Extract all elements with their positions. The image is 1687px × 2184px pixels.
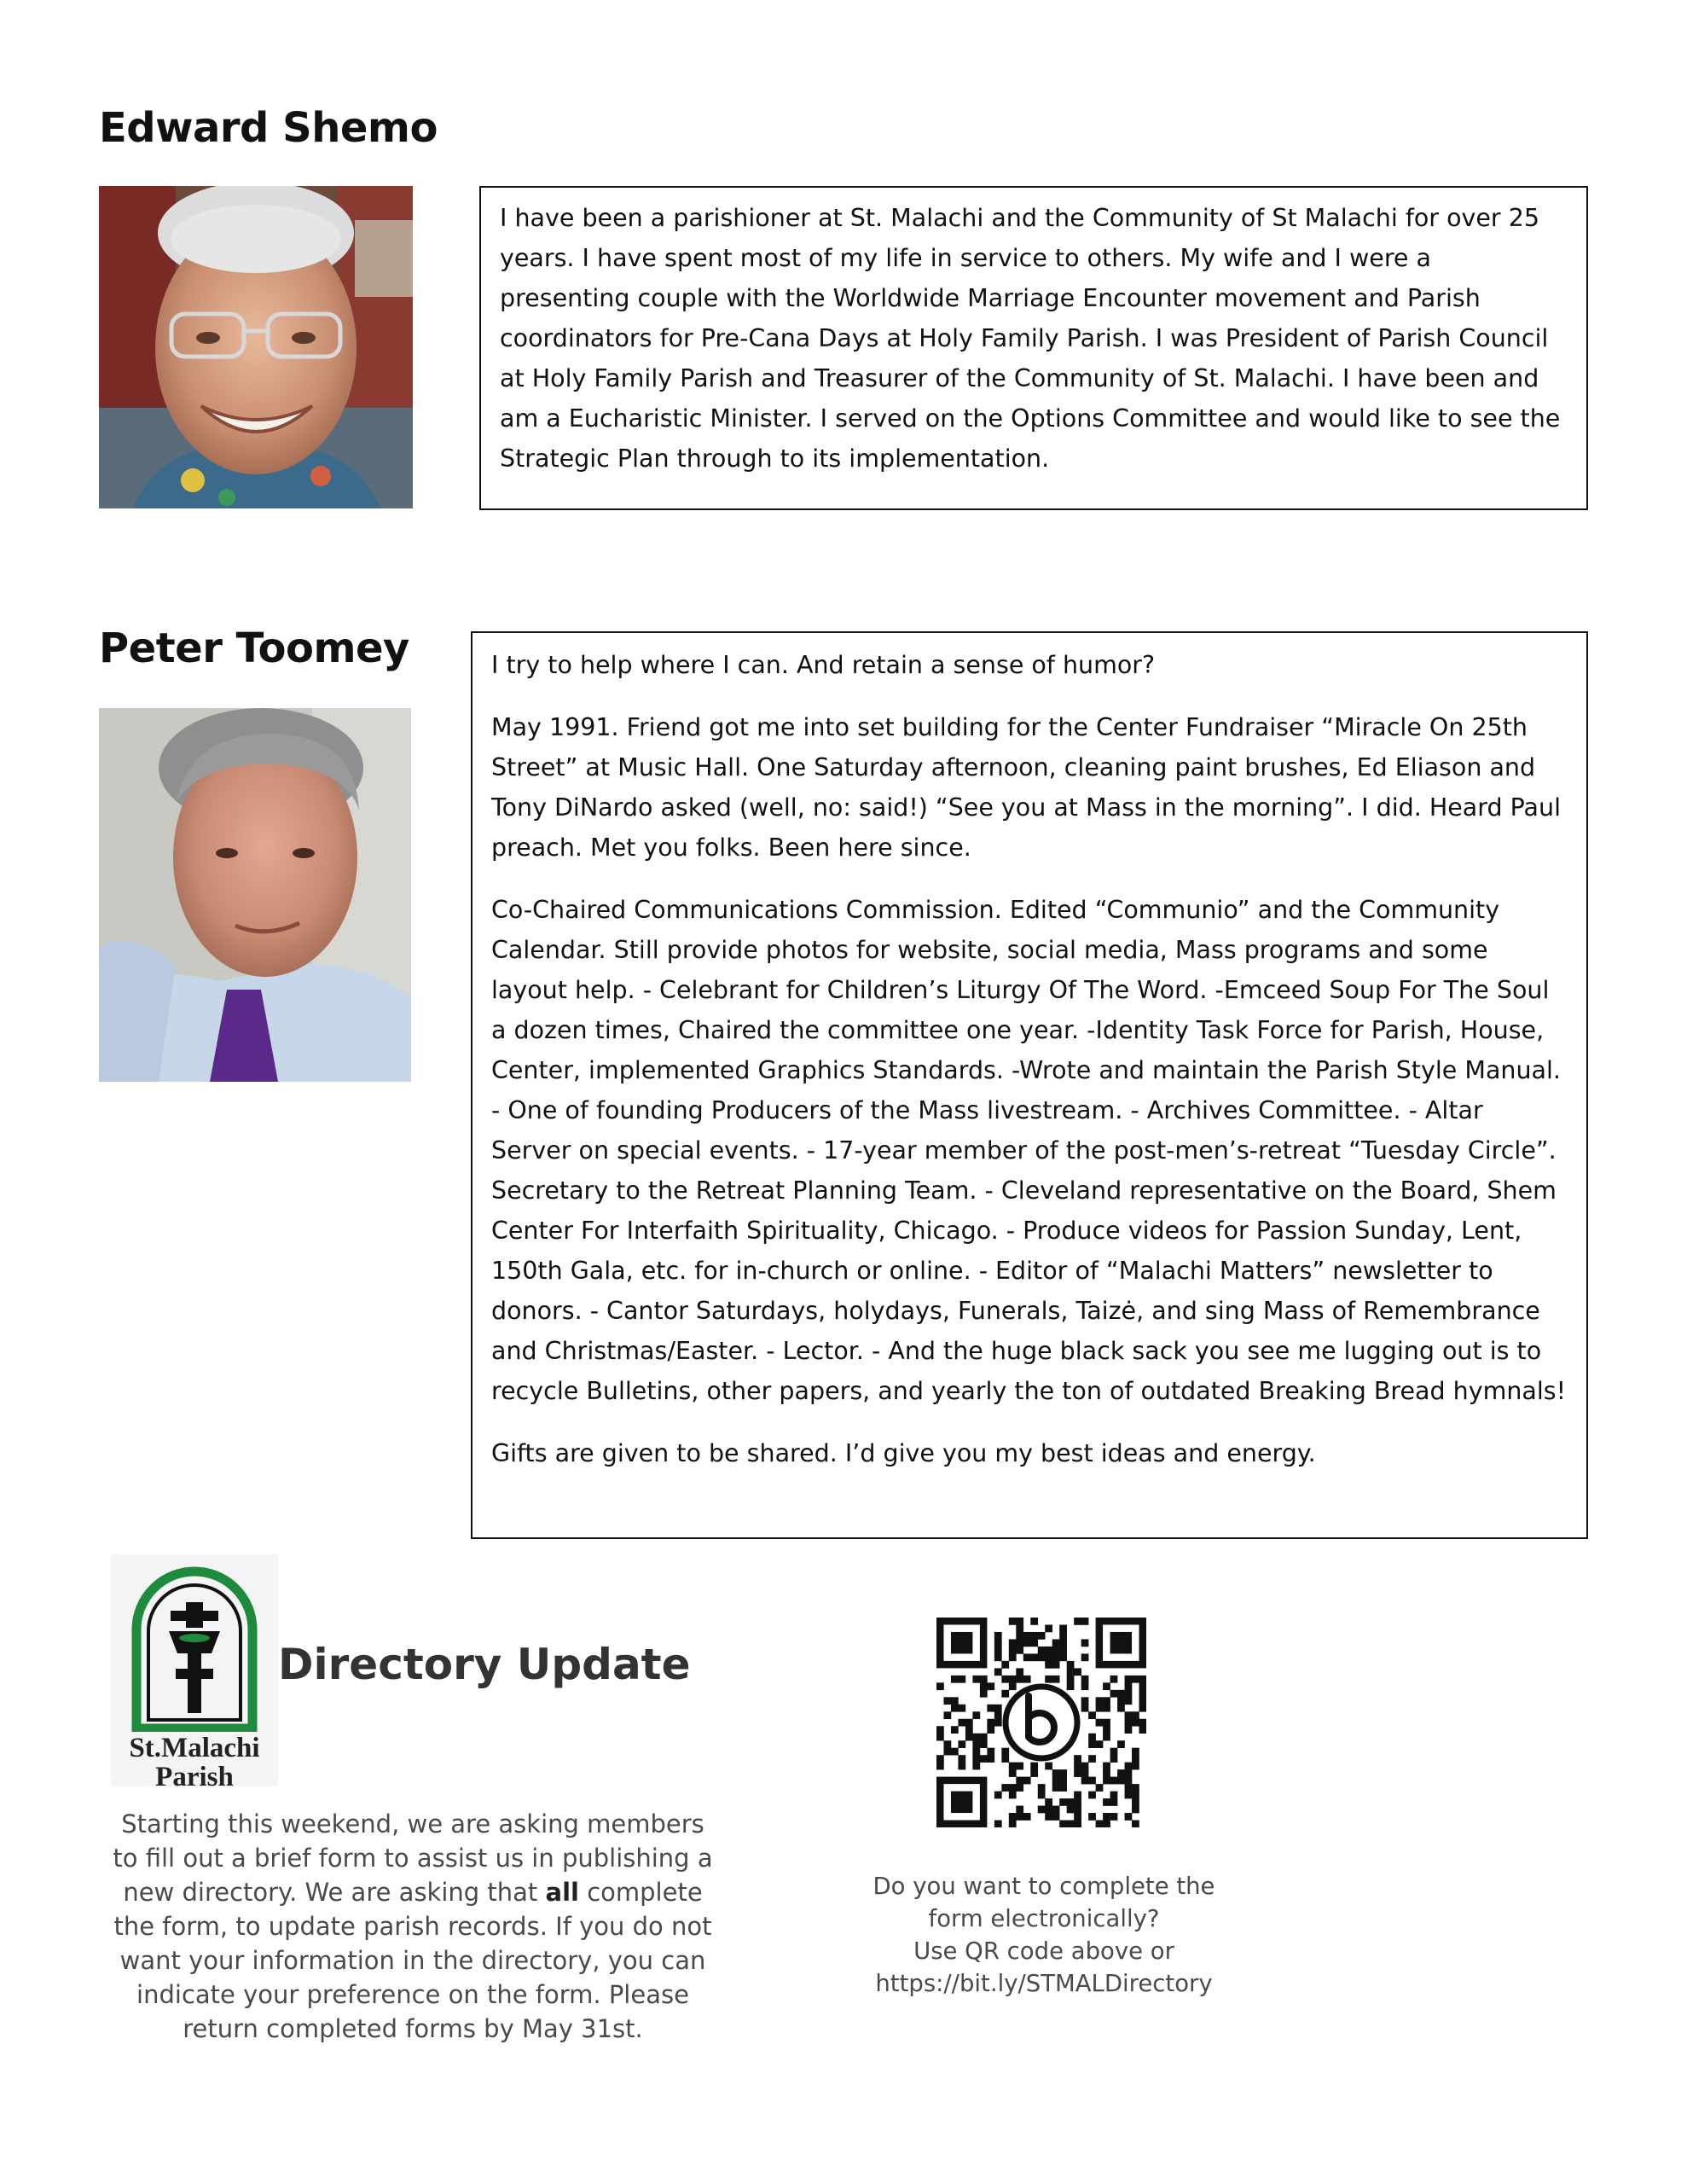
qr-instructions [832,1870,1255,2000]
bio-paragraph: May 1991. Friend got me into set building for the Center Fundraiser “Miracle On 25th Street” at Music Hall. One Saturday afternoon, cleaning paint brushes, Ed Eliason and Tony DiNardo asked (well, no: said!) “See you at Mass in the morning”. I did. Heard Paul preach. Met you folks. Been here since. [491,713,1561,862]
bio-paragraph: Gifts are given to be shared. I’d give you my best ideas and energy. [491,1439,1316,1467]
candidate-photo [99,708,411,1082]
bio-paragraph: I try to help where I can. And retain a sense of humor? [491,651,1156,679]
qr-line: Use QR code above or [913,1937,1174,1965]
bitly-logo-icon [1006,1687,1077,1758]
candidate-name: Edward Shemo [99,104,438,152]
qr-code[interactable] [936,1618,1146,1827]
directory-update-title: Directory Update [278,1640,691,1689]
qr-line: form electronically? [928,1905,1160,1932]
qr-url-link[interactable]: https://bit.ly/STMALDirectory [875,1970,1213,1997]
candidate-bio-box [471,631,1588,1539]
candidate-photo [99,186,413,508]
logo-caption: St.Malachi Parish [129,1733,260,1792]
bio-paragraph: I have been a parishioner at St. Malachi and the Community of St Malachi for over 25 years. I have spent most of my life in service to others. My wife and I were a presenting couple with the Worldwide Marriage Encounter movement and Parish coordinators for Pre-Cana Days at Holy Family Parish. I was President of Parish Council at Holy Family Parish and Treasurer of the Community of St. Malachi. I have been and am a Eucharistic Minister. I served on the Options Committee and would like to see the Strategic Plan through to its implementation. [500,204,1561,473]
qr-line: Do you want to complete the [872,1873,1215,1900]
candidate-name: Peter Toomey [99,624,409,672]
church-arch-icon [126,1561,263,1732]
bio-paragraph: Co-Chaired Communications Commission. Edited “Communio” and the Community Calendar. Still provide photos for website, social media, Mass programs and some layout help. - Celebrant for Children’s Liturgy Of The Word. -Emceed Soup For The Soul a dozen times, Chaired the committee one year. -Identity Task Force for Parish, House, Center, implemented Graphics Standards. -Wrote and maintain the Parish Style Manual. - One of founding Producers of the Mass livestream. - Archives Committee. - Altar Server on special events. - 17-year member of the post-men’s-retreat “Tuesday Circle”. Secretary to the Retreat Planning Team. - Cleveland representative on the Board, Shem Center For Interfaith Spirituality, Chicago. - Produce videos for Passion Sunday, Lent, 150th Gala, etc. for in-church or online. - Editor of “Malachi Matters” newsletter to donors. - Cantor Saturdays, holydays, Funerals, Taizė, and sing Mass of Remembrance and Christmas/Easter. - Lector. - And the huge black sack you see me lugging out is to recycle Bulletins, other papers, and yearly the ton of outdated Breaking Bread hymnals! [491,896,1567,1405]
directory-notice-text: Starting this weekend, we are asking members to fill out a brief form to assist us in publishing a new directory. We are asking that all complete the form, to update parish records. If you do not want your information in the directory, you can indicate your preference on the form. Please return completed forms by May 31st. [113,1809,713,2043]
candidate-bio-box [479,186,1588,510]
parish-logo [111,1554,278,1792]
